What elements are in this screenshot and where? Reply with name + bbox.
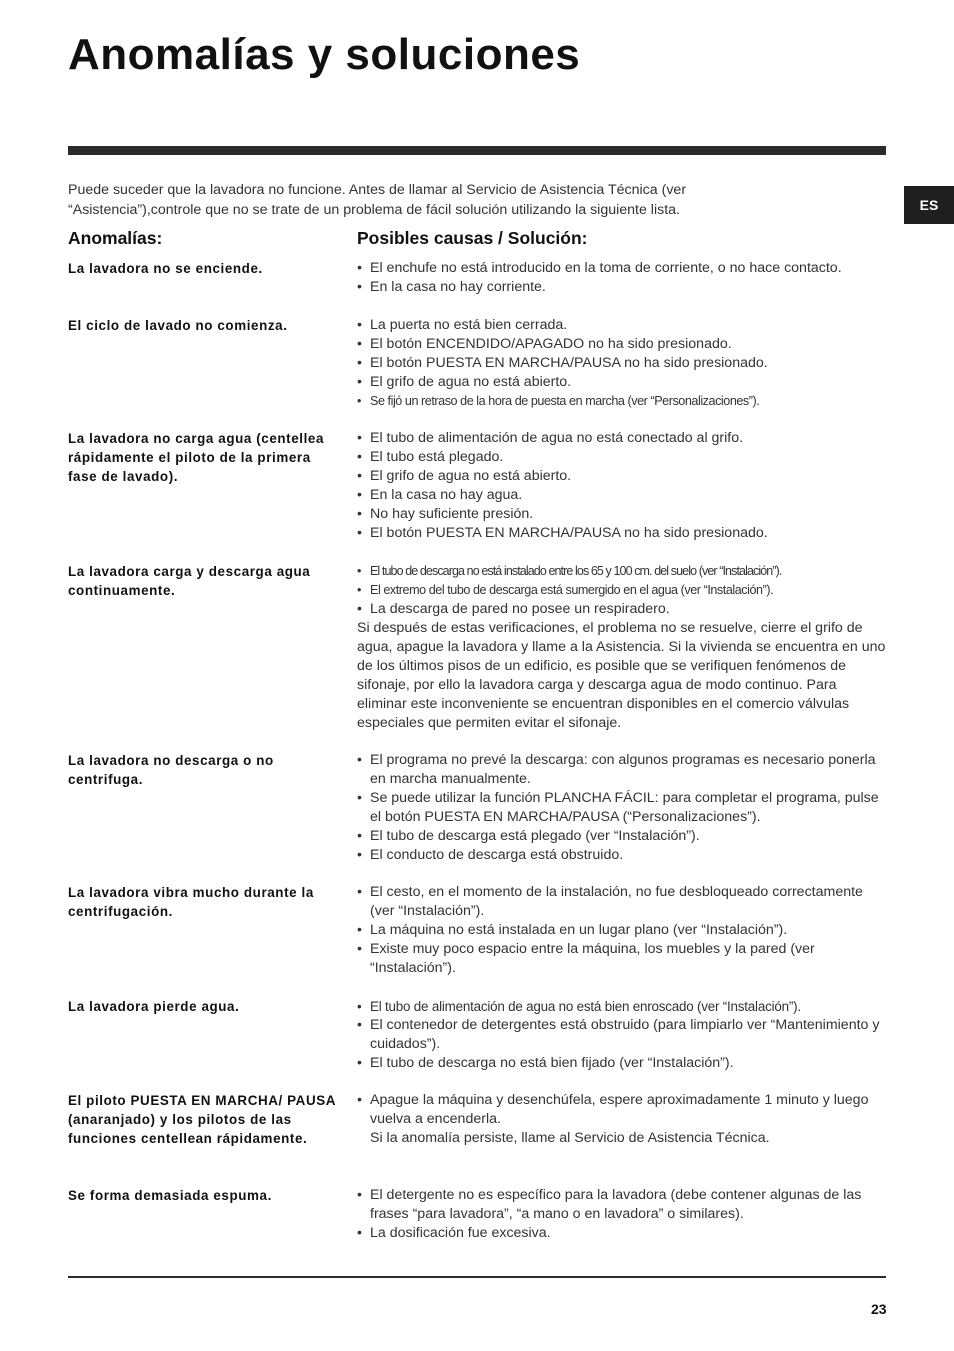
- cause-item: • El tubo de alimentación de agua no está conectado al grifo.: [357, 429, 887, 448]
- cause-item: • El tubo está plegado.: [357, 448, 887, 467]
- cause-item: • En la casa no hay corriente.: [357, 278, 887, 297]
- problems-header: Anomalías:: [68, 228, 163, 248]
- cause-list: [357, 316, 887, 411]
- cause-list: [357, 429, 887, 543]
- cause-item: • El tubo de descarga no está bien fijado (ver “Instalación”).: [357, 1054, 887, 1073]
- title-divider: [68, 146, 886, 155]
- cause-list: [357, 1186, 887, 1243]
- problem-label: Se forma demasiada espuma.: [68, 1188, 272, 1203]
- cause-list: [357, 1091, 887, 1148]
- cause-item: • En la casa no hay agua.: [357, 486, 887, 505]
- problem-label: La lavadora pierde agua.: [68, 999, 240, 1014]
- problem-label: El ciclo de lavado no comienza.: [68, 318, 288, 333]
- language-tab: ES: [904, 186, 954, 224]
- problem-label: La lavadora no se enciende.: [68, 261, 263, 276]
- cause-item: • La descarga de pared no posee un respiradero.: [357, 600, 887, 619]
- cause-item: • El botón PUESTA EN MARCHA/PAUSA no ha sido presionado.: [357, 354, 887, 373]
- cause-item: • La puerta no está bien cerrada.: [357, 316, 887, 335]
- page-title: Anomalías y soluciones: [68, 30, 581, 79]
- cause-item: • La máquina no está instalada en un lugar plano (ver “Instalación”).: [357, 921, 887, 940]
- problem-label: El piloto PUESTA EN MARCHA/ PAUSA (anaranjado) y los pilotos de las funciones centellean rápidamente.: [68, 1093, 336, 1146]
- footer-divider: [68, 1276, 886, 1278]
- cause-item: • El cesto, en el momento de la instalación, no fue desbloqueado correctamente (ver “Instalación”).: [357, 883, 887, 921]
- solutions-header: Posibles causas / Solución:: [357, 228, 588, 248]
- cause-item: • El botón PUESTA EN MARCHA/PAUSA no ha sido presionado.: [357, 524, 887, 543]
- cause-item: • Se puede utilizar la función PLANCHA FÁCIL: para completar el programa, pulse el botón PUESTA EN MARCHA/PAUSA (“Personalizaciones”).: [357, 789, 887, 827]
- cause-item: • El botón ENCENDIDO/APAGADO no ha sido presionado.: [357, 335, 887, 354]
- cause-item: • El tubo de alimentación de agua no está bien enroscado (ver “Instalación”).: [357, 997, 887, 1016]
- cause-list: [357, 259, 887, 297]
- cause-list: [357, 997, 887, 1073]
- intro-text: Puede suceder que la lavadora no funcione. Antes de llamar al Servicio de Asistencia Técnica (ver “Asistencia”),controle que no se trate de un problema de fácil solución utilizando la siguiente lista.: [68, 182, 687, 218]
- cause-item: • Existe muy poco espacio entre la máquina, los muebles y la pared (ver “Instalación”).: [357, 940, 887, 978]
- cause-item: • El tubo de descarga no está instalado entre los 65 y 100 cm. del suelo (ver “Instalación”).: [357, 562, 887, 581]
- cause-item: • El contenedor de detergentes está obstruido (para limpiarlo ver “Mantenimiento y cuidados”).: [357, 1016, 887, 1054]
- problem-label: La lavadora vibra mucho durante la centrifugación.: [68, 885, 314, 919]
- cause-item: • La dosificación fue excesiva.: [357, 1224, 887, 1243]
- cause-item: • El enchufe no está introducido en la toma de corriente, o no hace contacto.: [357, 259, 887, 278]
- problem-label: La lavadora no carga agua (centellea rápidamente el piloto de la primera fase de lavado).: [68, 431, 325, 484]
- cause-item: • El grifo de agua no está abierto.: [357, 467, 887, 486]
- cause-list: [357, 562, 887, 619]
- cause-list: [357, 883, 887, 978]
- cause-item: • El conducto de descarga está obstruido.: [357, 846, 887, 865]
- problem-label: La lavadora carga y descarga agua continuamente.: [68, 564, 311, 598]
- cause-note: Si la anomalía persiste, llame al Servicio de Asistencia Técnica.: [370, 1130, 770, 1146]
- cause-item: • Se fijó un retraso de la hora de puesta en marcha (ver “Personalizaciones”).: [357, 392, 887, 411]
- cause-item: • El detergente no es específico para la lavadora (debe contener algunas de las frases “para lavadora”, “a mano o en lavadora” o similares).: [357, 1186, 887, 1224]
- cause-item: • El programa no prevé la descarga: con algunos programas es necesario ponerla en marcha manualmente.: [357, 751, 887, 789]
- cause-item: • El grifo de agua no está abierto.: [357, 373, 887, 392]
- cause-item: • Apague la máquina y desenchúfela, espere aproximadamente 1 minuto y luego vuelva a encenderla.: [357, 1091, 887, 1129]
- page-number: 23: [871, 1301, 887, 1317]
- cause-item: • El extremo del tubo de descarga está sumergido en el agua (ver “Instalación”).: [357, 581, 887, 600]
- cause-note: Si después de estas verificaciones, el problema no se resuelve, cierre el grifo de agua, apague la lavadora y llame a la Asistencia. Si la vivienda se encuentra en uno de los últimos pisos de un edificio, es posible que se verifiquen fenómenos de sifonaje, por ello la lavadora carga y descarga agua de modo continuo. Para eliminar este inconveniente se encuentran disponibles en el comercio válvulas especiales que permiten evitar el sifonaje.: [357, 620, 886, 731]
- cause-item: • No hay suficiente presión.: [357, 505, 887, 524]
- cause-item: • El tubo de descarga está plegado (ver “Instalación”).: [357, 827, 887, 846]
- problem-label: La lavadora no descarga o no centrifuga.: [68, 753, 274, 787]
- cause-list: [357, 751, 887, 865]
